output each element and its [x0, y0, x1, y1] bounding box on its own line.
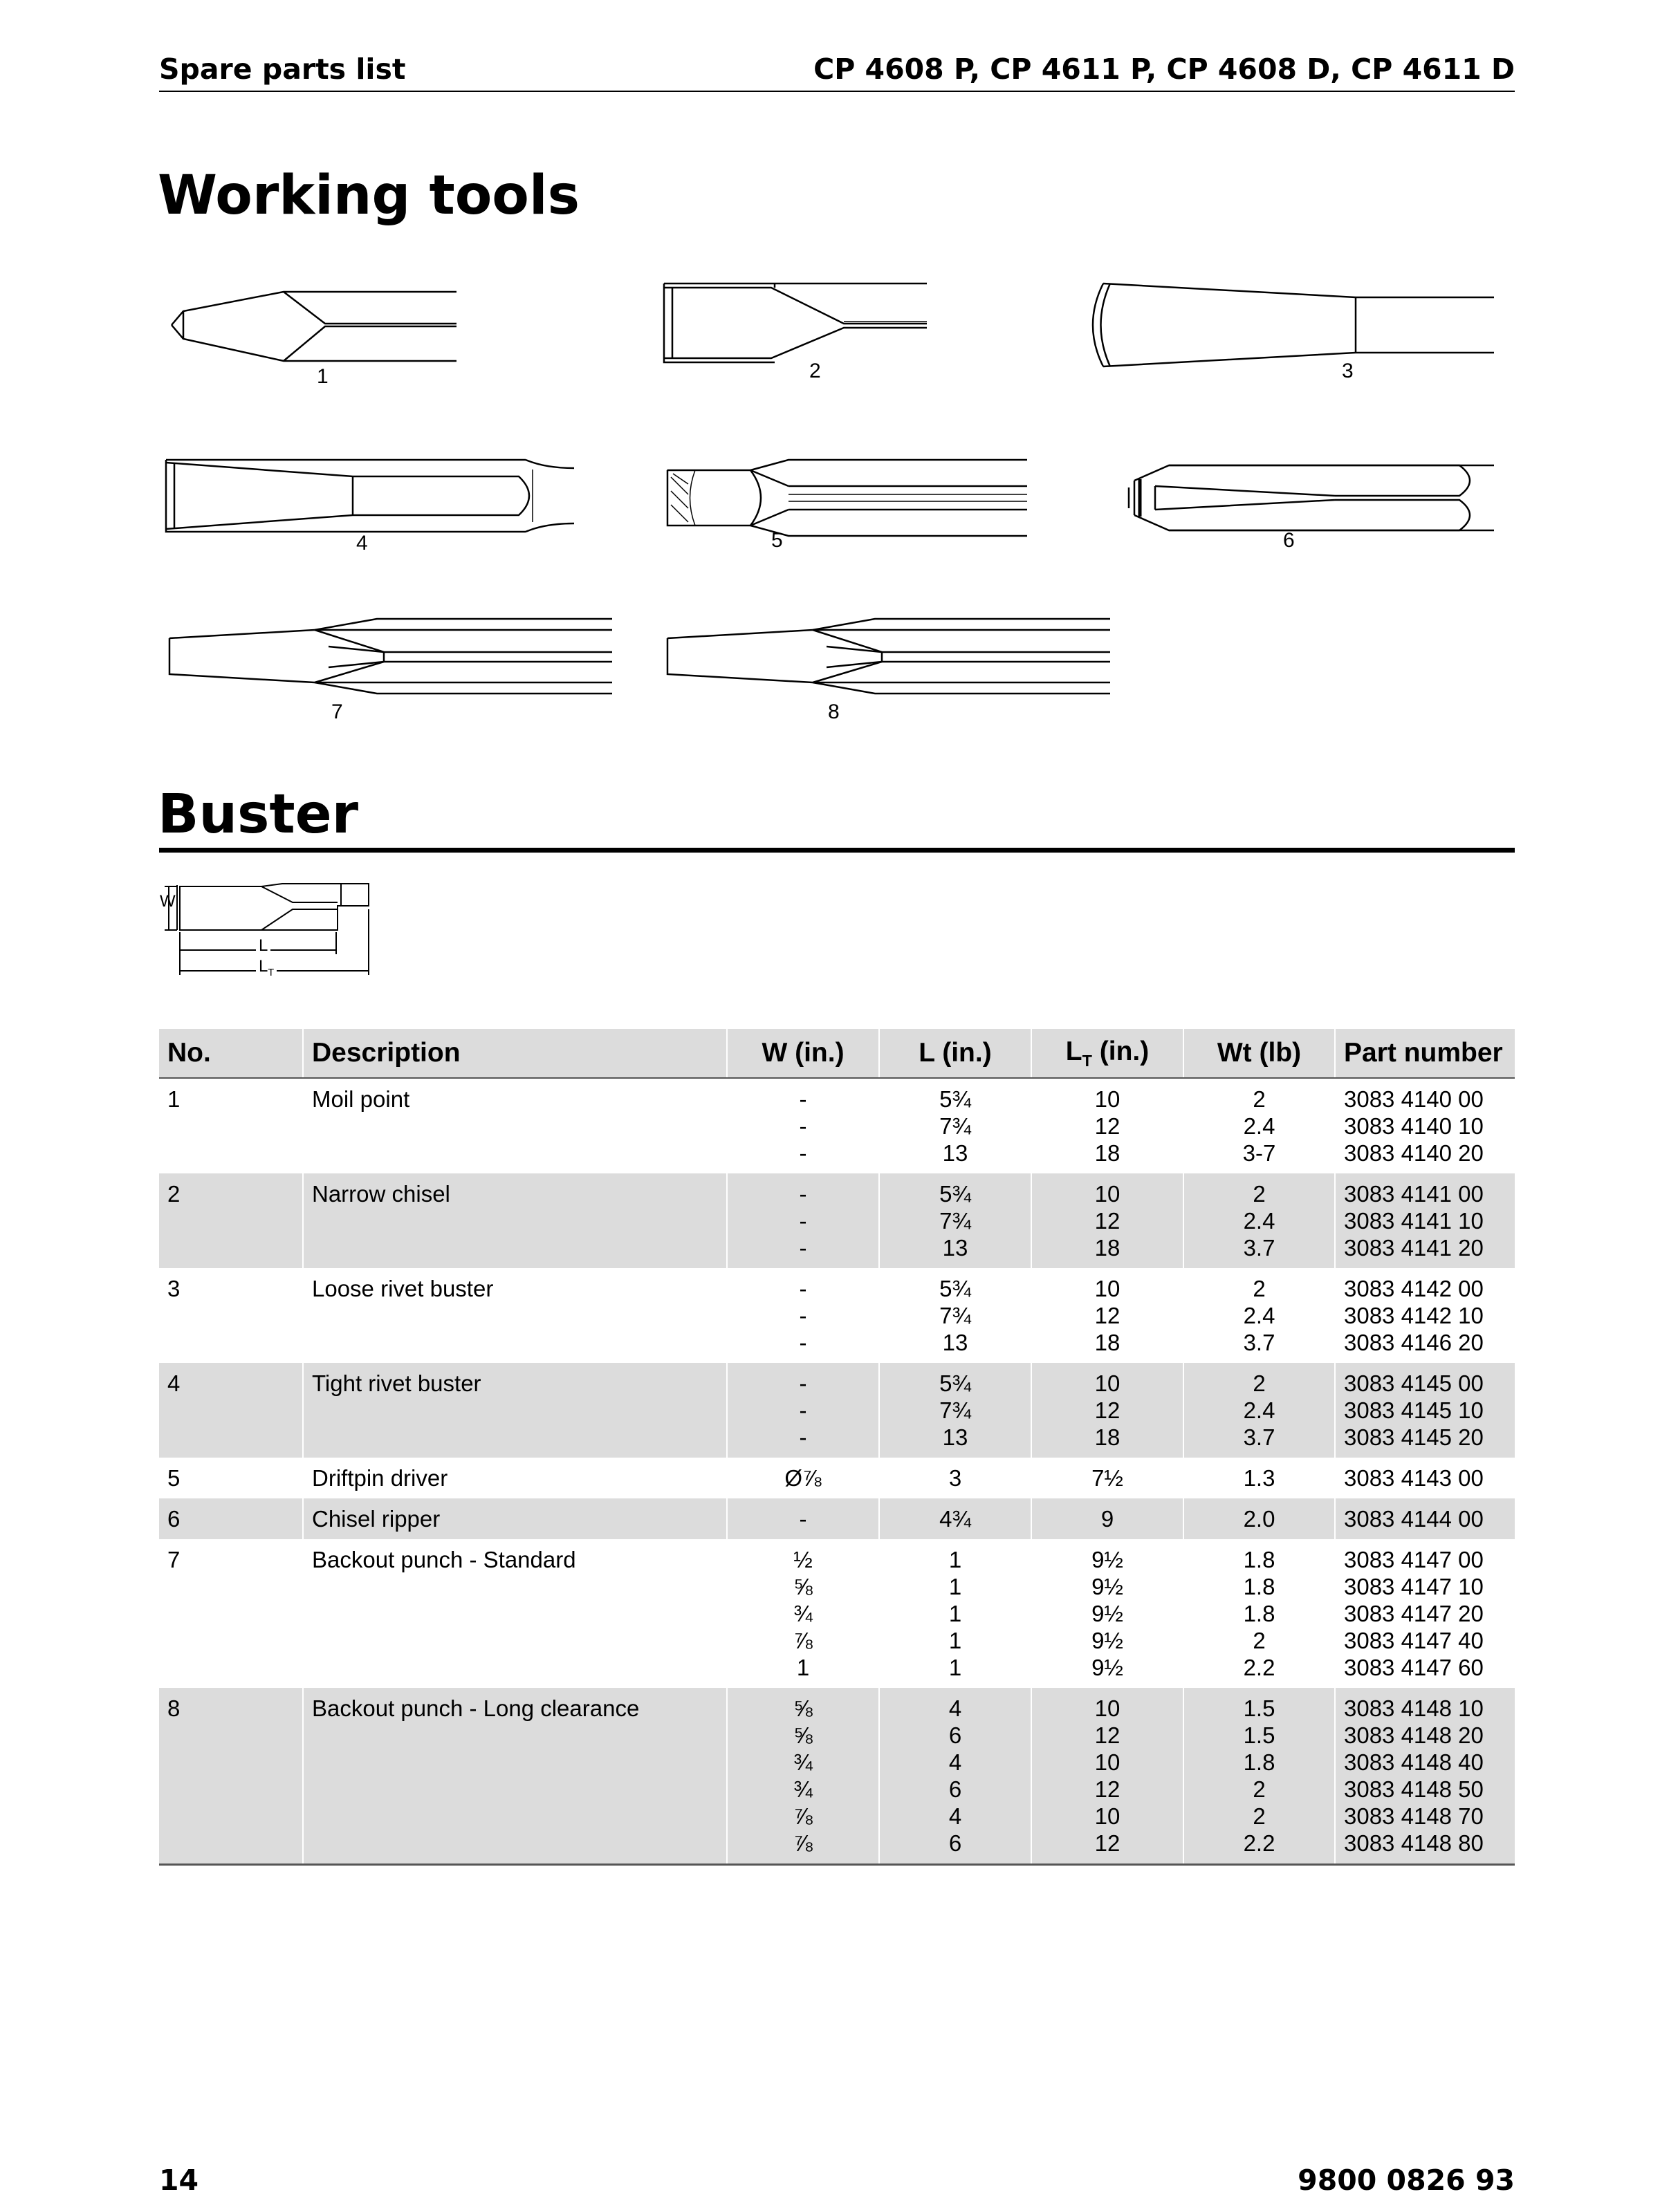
col-header-no: No. — [159, 1029, 303, 1078]
cell-lt — [1031, 1078, 1183, 1173]
cell-wt-value: 2 — [1253, 1803, 1266, 1829]
tool-drawing-loose-rivet-buster — [1079, 284, 1494, 382]
tool-drawing-backout-punch-standard — [169, 619, 612, 723]
cell-lt — [1031, 1539, 1183, 1688]
cell-part-value: 3083 4147 20 — [1344, 1601, 1484, 1626]
tool-drawing-backout-punch-long — [667, 619, 1110, 723]
cell-l-value: 4¾ — [939, 1506, 971, 1532]
dim-label-lt: $L_T$ — [256, 957, 277, 978]
cell-lt-value: 12 — [1094, 1303, 1120, 1328]
cell-wt-value: 1.8 — [1243, 1601, 1275, 1626]
table-row — [159, 1363, 1515, 1458]
cell-part-value: 3083 4145 00 — [1344, 1370, 1484, 1396]
cell-w-value: - — [799, 1086, 807, 1112]
cell-l-value: 1 — [948, 1574, 962, 1599]
cell-lt-value: 12 — [1094, 1208, 1120, 1234]
cell-l — [879, 1268, 1031, 1363]
cell-wt-value: 2.4 — [1243, 1397, 1275, 1423]
cell-wt-value: 2 — [1253, 1628, 1266, 1653]
cell-wt-value: 1.5 — [1243, 1695, 1275, 1721]
cell-lt-value: 9 — [1100, 1506, 1114, 1532]
cell-part-value: 3083 4144 00 — [1344, 1506, 1484, 1532]
cell-w — [727, 1458, 879, 1498]
cell-wt-value: 2.0 — [1243, 1506, 1275, 1532]
cell-wt — [1183, 1458, 1335, 1498]
cell-part-value: 3083 4148 50 — [1344, 1776, 1484, 1802]
cell-w — [727, 1363, 879, 1458]
cell-lt-value: 12 — [1094, 1830, 1120, 1856]
cell-lt-value: 10 — [1094, 1749, 1120, 1775]
cell-part-value: 3083 4147 10 — [1344, 1574, 1484, 1599]
table-row — [159, 1173, 1515, 1268]
cell-wt-value: 2.4 — [1243, 1303, 1275, 1328]
table-header-row — [159, 1029, 1515, 1078]
cell-wt — [1183, 1498, 1335, 1539]
cell-l-value: 4 — [948, 1803, 962, 1829]
cell-wt-value: 2.4 — [1243, 1113, 1275, 1139]
cell-lt-value: 12 — [1094, 1776, 1120, 1802]
cell-part — [1335, 1268, 1515, 1363]
cell-description: Backout punch - Long clearance — [303, 1688, 727, 1865]
cell-lt — [1031, 1498, 1183, 1539]
cell-w-value: - — [799, 1330, 807, 1355]
cell-wt-value: 1.5 — [1243, 1722, 1275, 1748]
buster-rule — [159, 848, 1515, 853]
cell-lt-value: 12 — [1094, 1397, 1120, 1423]
cell-l-value: 6 — [948, 1722, 962, 1748]
header-title: Spare parts list — [159, 53, 406, 86]
col-header-description: Description — [303, 1029, 727, 1078]
dimension-figure — [158, 878, 379, 982]
cell-l-value: 4 — [948, 1695, 962, 1721]
cell-lt-value: 10 — [1094, 1370, 1120, 1396]
document-number: 9800 0826 93 — [1298, 2164, 1515, 2197]
header-models: CP 4608 P, CP 4611 P, CP 4608 D, CP 4611 D — [813, 53, 1515, 86]
cell-description: Driftpin driver — [303, 1458, 727, 1498]
cell-l — [879, 1539, 1031, 1688]
cell-wt-value: 3.7 — [1243, 1424, 1275, 1450]
cell-lt-value: 12 — [1094, 1722, 1120, 1748]
cell-wt-value: 2 — [1253, 1181, 1266, 1207]
table-row — [159, 1078, 1515, 1173]
cell-lt-value: 18 — [1094, 1330, 1120, 1355]
col-header-l: L (in.) — [879, 1029, 1031, 1078]
cell-l-value: 13 — [942, 1140, 968, 1166]
cell-w-value: ⅝ — [793, 1722, 813, 1748]
cell-part — [1335, 1363, 1515, 1458]
table-row — [159, 1688, 1515, 1865]
cell-w-value: - — [799, 1113, 807, 1139]
cell-w — [727, 1173, 879, 1268]
table-row — [159, 1268, 1515, 1363]
cell-lt-value: 12 — [1094, 1113, 1120, 1139]
table-row — [159, 1539, 1515, 1688]
cell-l-value: 5¾ — [939, 1276, 971, 1301]
cell-lt — [1031, 1458, 1183, 1498]
cell-wt — [1183, 1363, 1335, 1458]
cell-l-value: 7¾ — [939, 1113, 971, 1139]
cell-l-value: 7¾ — [939, 1397, 971, 1423]
cell-l-value: 5¾ — [939, 1181, 971, 1207]
cell-part-value: 3083 4141 20 — [1344, 1235, 1484, 1261]
cell-part — [1335, 1458, 1515, 1498]
cell-part-value: 3083 4142 00 — [1344, 1276, 1484, 1301]
cell-part — [1335, 1688, 1515, 1865]
cell-l-value: 6 — [948, 1776, 962, 1802]
cell-l-value: 6 — [948, 1830, 962, 1856]
tool-number-7: 7 — [331, 700, 343, 723]
cell-lt-value: 9½ — [1091, 1655, 1123, 1680]
cell-part — [1335, 1173, 1515, 1268]
tool-number-3: 3 — [1342, 360, 1354, 382]
cell-l — [879, 1078, 1031, 1173]
cell-l-value: 7¾ — [939, 1303, 971, 1328]
cell-part-value: 3083 4141 10 — [1344, 1208, 1484, 1234]
cell-l-value: 1 — [948, 1601, 962, 1626]
cell-w-value: - — [799, 1370, 807, 1396]
cell-part-value: 3083 4148 40 — [1344, 1749, 1484, 1775]
cell-lt-value: 10 — [1094, 1181, 1120, 1207]
table-row — [159, 1498, 1515, 1539]
cell-description: Narrow chisel — [303, 1173, 727, 1268]
cell-wt-value: 3-7 — [1242, 1140, 1276, 1166]
cell-w-value: - — [799, 1140, 807, 1166]
cell-description: Loose rivet buster — [303, 1268, 727, 1363]
cell-wt-value: 2.2 — [1243, 1655, 1275, 1680]
cell-w-value: ¾ — [793, 1776, 813, 1802]
cell-w-value: 1 — [796, 1655, 810, 1680]
cell-part-value: 3083 4147 40 — [1344, 1628, 1484, 1653]
cell-part-value: 3083 4145 10 — [1344, 1397, 1484, 1423]
cell-wt — [1183, 1078, 1335, 1173]
cell-lt-value: 9½ — [1091, 1574, 1123, 1599]
cell-l-value: 5¾ — [939, 1086, 971, 1112]
tool-number-6: 6 — [1283, 529, 1295, 552]
cell-l-value: 1 — [948, 1655, 962, 1680]
cell-w-value: ⅝ — [793, 1574, 813, 1599]
cell-wt-value: 2 — [1253, 1776, 1266, 1802]
tool-drawing-narrow-chisel — [664, 284, 927, 382]
tool-drawing-moil-point — [166, 284, 456, 388]
cell-wt-value: 3.7 — [1243, 1235, 1275, 1261]
cell-w-value: - — [799, 1235, 807, 1261]
cell-w — [727, 1078, 879, 1173]
cell-l-value: 3 — [948, 1465, 962, 1491]
cell-wt — [1183, 1539, 1335, 1688]
cell-description: Tight rivet buster — [303, 1363, 727, 1458]
working-tools-heading: Working tools — [158, 165, 580, 227]
col-header-part-number: Part number — [1335, 1029, 1515, 1078]
cell-l-value: 1 — [948, 1628, 962, 1653]
cell-w — [727, 1539, 879, 1688]
cell-no: 3 — [167, 1276, 181, 1301]
cell-wt-value: 1.3 — [1243, 1465, 1275, 1491]
cell-wt — [1183, 1688, 1335, 1865]
col-header-lt: $L_T$ (in.) — [1031, 1029, 1183, 1078]
cell-part — [1335, 1539, 1515, 1688]
cell-description: Backout punch - Standard — [303, 1539, 727, 1688]
col-header-w: W (in.) — [727, 1029, 879, 1078]
cell-no: 7 — [167, 1547, 181, 1572]
cell-l-value: 4 — [948, 1749, 962, 1775]
buster-heading: Buster — [158, 783, 359, 846]
cell-w-value: - — [799, 1397, 807, 1423]
cell-wt-value: 2.4 — [1243, 1208, 1275, 1234]
cell-l — [879, 1498, 1031, 1539]
cell-no: 1 — [167, 1086, 181, 1112]
cell-w — [727, 1688, 879, 1865]
tool-drawing-tight-rivet-buster — [166, 460, 574, 555]
cell-w-value: - — [799, 1208, 807, 1234]
cell-no: 4 — [159, 1363, 303, 1458]
cell-lt — [1031, 1688, 1183, 1865]
tool-number-1: 1 — [317, 365, 329, 388]
cell-l — [879, 1363, 1031, 1458]
cell-lt-value: 18 — [1094, 1140, 1120, 1166]
cell-lt-value: 9½ — [1091, 1547, 1123, 1572]
cell-wt — [1183, 1268, 1335, 1363]
table-row — [159, 1458, 1515, 1498]
cell-part-value: 3083 4140 10 — [1344, 1113, 1484, 1139]
cell-wt-value: 2 — [1253, 1276, 1266, 1301]
tool-drawing-driftpin-driver — [667, 460, 1027, 552]
cell-w-value: ½ — [793, 1547, 813, 1572]
cell-w-value: - — [799, 1181, 807, 1207]
cell-part-value: 3083 4140 00 — [1344, 1086, 1484, 1112]
cell-lt-value: 9½ — [1091, 1628, 1123, 1653]
cell-wt — [1183, 1173, 1335, 1268]
col-header-wt: Wt (lb) — [1183, 1029, 1335, 1078]
cell-w-value: - — [799, 1506, 807, 1532]
cell-part — [1335, 1078, 1515, 1173]
cell-part-value: 3083 4147 60 — [1344, 1655, 1484, 1680]
cell-part-value: 3083 4148 80 — [1344, 1830, 1484, 1856]
cell-l — [879, 1458, 1031, 1498]
cell-w-value: ¾ — [793, 1601, 813, 1626]
dim-label-w: W — [160, 892, 176, 911]
tool-number-2: 2 — [809, 360, 821, 382]
tool-number-8: 8 — [828, 700, 840, 723]
cell-lt-value: 10 — [1094, 1803, 1120, 1829]
cell-no: 5 — [167, 1465, 181, 1491]
cell-l-value: 13 — [942, 1330, 968, 1355]
cell-lt — [1031, 1363, 1183, 1458]
tool-number-5: 5 — [771, 529, 783, 552]
cell-wt-value: 2.2 — [1243, 1830, 1275, 1856]
cell-wt-value: 1.8 — [1243, 1749, 1275, 1775]
cell-part-value: 3083 4148 70 — [1344, 1803, 1484, 1829]
cell-wt-value: 1.8 — [1243, 1574, 1275, 1599]
cell-no: 2 — [159, 1173, 303, 1268]
cell-description: Moil point — [303, 1078, 727, 1173]
buster-table — [159, 1029, 1515, 1866]
cell-w-value: ⅞ — [793, 1628, 813, 1653]
cell-lt-value: 9½ — [1091, 1601, 1123, 1626]
cell-w-value: ⅝ — [793, 1695, 813, 1721]
cell-part-value: 3083 4143 00 — [1344, 1465, 1484, 1491]
tool-number-4: 4 — [356, 532, 368, 555]
cell-lt-value: 18 — [1094, 1235, 1120, 1261]
cell-w — [727, 1498, 879, 1539]
cell-lt-value: 10 — [1094, 1276, 1120, 1301]
cell-l — [879, 1173, 1031, 1268]
cell-part-value: 3083 4145 20 — [1344, 1424, 1484, 1450]
cell-w-value: Ø⅞ — [784, 1465, 822, 1491]
cell-part-value: 3083 4148 20 — [1344, 1722, 1484, 1748]
cell-no: 8 — [159, 1688, 303, 1865]
cell-w-value: ⅞ — [793, 1830, 813, 1856]
cell-no: 6 — [159, 1498, 303, 1539]
cell-wt-value: 3.7 — [1243, 1330, 1275, 1355]
cell-l — [879, 1688, 1031, 1865]
cell-part-value: 3083 4142 10 — [1344, 1303, 1484, 1328]
cell-wt-value: 2 — [1253, 1086, 1266, 1112]
cell-l-value: 5¾ — [939, 1370, 971, 1396]
cell-w-value: - — [799, 1276, 807, 1301]
cell-w-value: ¾ — [793, 1749, 813, 1775]
cell-lt — [1031, 1268, 1183, 1363]
cell-description: Chisel ripper — [303, 1498, 727, 1539]
cell-wt-value: 1.8 — [1243, 1547, 1275, 1572]
cell-lt — [1031, 1173, 1183, 1268]
cell-part-value: 3083 4140 20 — [1344, 1140, 1484, 1166]
cell-l-value: 13 — [942, 1235, 968, 1261]
cell-l-value: 13 — [942, 1424, 968, 1450]
tool-drawing-chisel-ripper — [1127, 460, 1494, 552]
cell-part-value: 3083 4141 00 — [1344, 1181, 1484, 1207]
cell-l-value: 7¾ — [939, 1208, 971, 1234]
cell-w-value: - — [799, 1424, 807, 1450]
cell-part-value: 3083 4147 00 — [1344, 1547, 1484, 1572]
cell-lt-value: 10 — [1094, 1695, 1120, 1721]
cell-lt-value: 7½ — [1091, 1465, 1123, 1491]
header-rule — [159, 91, 1515, 92]
page-number: 14 — [159, 2164, 199, 2197]
dim-label-l: L — [256, 936, 270, 956]
cell-wt-value: 2 — [1253, 1370, 1266, 1396]
cell-lt-value: 18 — [1094, 1424, 1120, 1450]
cell-part — [1335, 1498, 1515, 1539]
cell-l-value: 1 — [948, 1547, 962, 1572]
cell-part-value: 3083 4148 10 — [1344, 1695, 1484, 1721]
cell-w — [727, 1268, 879, 1363]
cell-part-value: 3083 4146 20 — [1344, 1330, 1484, 1355]
cell-w-value: - — [799, 1303, 807, 1328]
cell-w-value: ⅞ — [793, 1803, 813, 1829]
cell-lt-value: 10 — [1094, 1086, 1120, 1112]
